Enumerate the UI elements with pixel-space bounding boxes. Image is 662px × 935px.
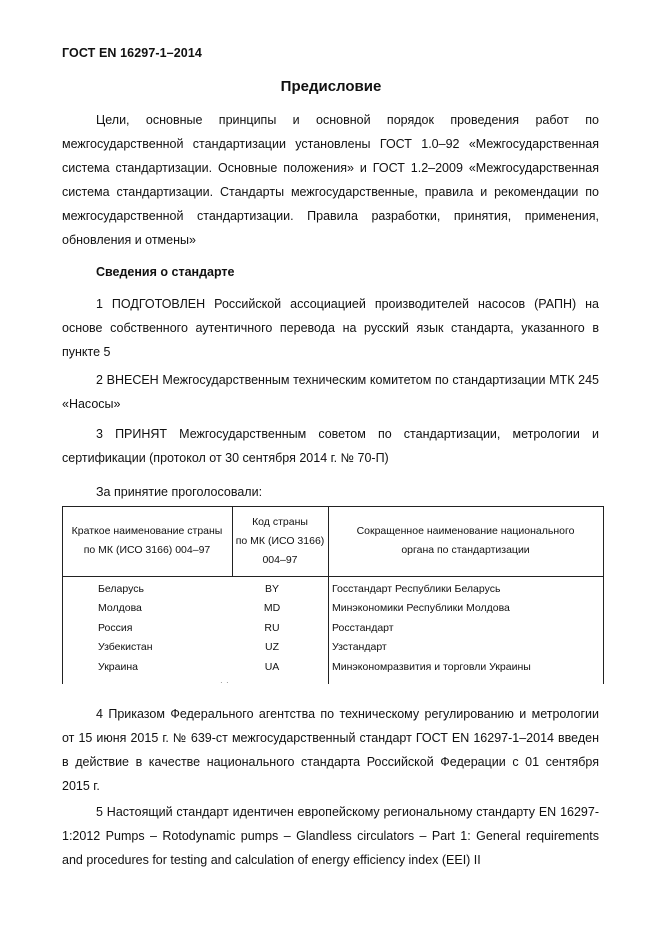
header-national-organ	[328, 506, 603, 576]
code-cell: BY	[264, 583, 279, 595]
organ-cell: Узстандарт	[332, 641, 387, 654]
voted-label: За принятие проголосовали:	[96, 485, 263, 499]
item-5-paragraph: 5 Настоящий стандарт идентичен европейскому региональному стандарту EN 16297-1:2012 Pumps – Rotodynamic pumps – Glandless circulators – Part 1: General requirements and procedures for testing and calculation of energy efficiency index (EEI) II	[62, 805, 599, 867]
country-cell: Молдова	[98, 602, 142, 615]
header-country-code	[232, 506, 328, 576]
table-row	[62, 638, 604, 657]
code-cell: MD	[263, 602, 281, 615]
code-cell: UA	[264, 660, 280, 673]
table-row	[62, 599, 604, 618]
country-cell: Россия	[98, 621, 133, 634]
table-row	[62, 580, 604, 599]
country-cell: Украина	[98, 660, 138, 673]
header-country-line-1: Краткое наименование страны	[71, 525, 223, 537]
item-2-paragraph: 2 ВНЕСЕН Межгосударственным техническим комитетом по стандартизации МТК 245 «Насосы»	[62, 373, 599, 411]
header-code-line-1: Код страны	[252, 515, 308, 528]
voting-table	[62, 506, 604, 687]
country-cell: Беларусь	[98, 583, 144, 595]
table-row	[62, 658, 604, 677]
item-4-paragraph: 4 Приказом Федерального агентства по техническому регулированию и метрологии от 15 июня 2015 г. № 639-ст межгосударственный стандарт ГОСТ EN 16297-1–2014 введен в действие в качестве национального стандарта Российской Федерации с 01 сентября 2015 г.	[62, 707, 599, 793]
table-header-border	[62, 576, 604, 577]
code-cell: RU	[264, 621, 280, 634]
scan-speck: ·	[226, 678, 229, 687]
header-country-name	[62, 506, 232, 576]
item-1-paragraph: 1 ПОДГОТОВЛЕН Российской ассоциацией производителей насосов (РАПН) на основе собственного аутентичного перевода на русский язык стандарта, указанного в пункте 5	[62, 297, 599, 359]
document-id: ГОСТ EN 16297-1–2014	[62, 46, 202, 60]
header-organ-line-1: Сокращенное наименование национального	[356, 525, 575, 537]
organ-cell: Минэкономразвития и торговли Украины	[332, 660, 531, 673]
header-code-line-3: 004–97	[262, 553, 298, 566]
header-country-line-2: по МК (ИСО 3166) 004–97	[83, 544, 211, 556]
country-cell: Узбекистан	[98, 641, 153, 654]
section-heading: Сведения о стандарте	[96, 265, 235, 279]
code-cell: UZ	[265, 641, 279, 654]
intro-paragraph: Цели, основные принципы и основной порядок проведения работ по межгосударственной стандартизации установлены ГОСТ 1.0–92 «Межгосударственная система стандартизации. Основные положения» и ГОСТ 1.2–2009 «Межгосударственная система стандартизации. Стандарты межгосударственные, правила и рекомендации по межгосударственной стандартизации. Правила разработки, принятия, применения, обновления и отмены»	[62, 113, 599, 247]
item-3-paragraph: 3 ПРИНЯТ Межгосударственным советом по стандартизации, метрологии и сертификации (протокол от 30 сентября 2014 г. № 70-П)	[62, 427, 599, 465]
table-row	[62, 619, 604, 638]
organ-cell: Минэкономики Республики Молдова	[332, 602, 510, 615]
header-code-line-2: по МК (ИСО 3166)	[235, 534, 325, 547]
header-organ-line-2: органа по стандартизации	[401, 544, 530, 556]
scan-speck: ·	[220, 678, 223, 687]
organ-cell: Госстандарт Республики Беларусь	[332, 583, 501, 595]
table-body	[62, 580, 604, 677]
organ-cell: Росстандарт	[332, 621, 394, 634]
page-title: Предисловие	[280, 78, 382, 95]
